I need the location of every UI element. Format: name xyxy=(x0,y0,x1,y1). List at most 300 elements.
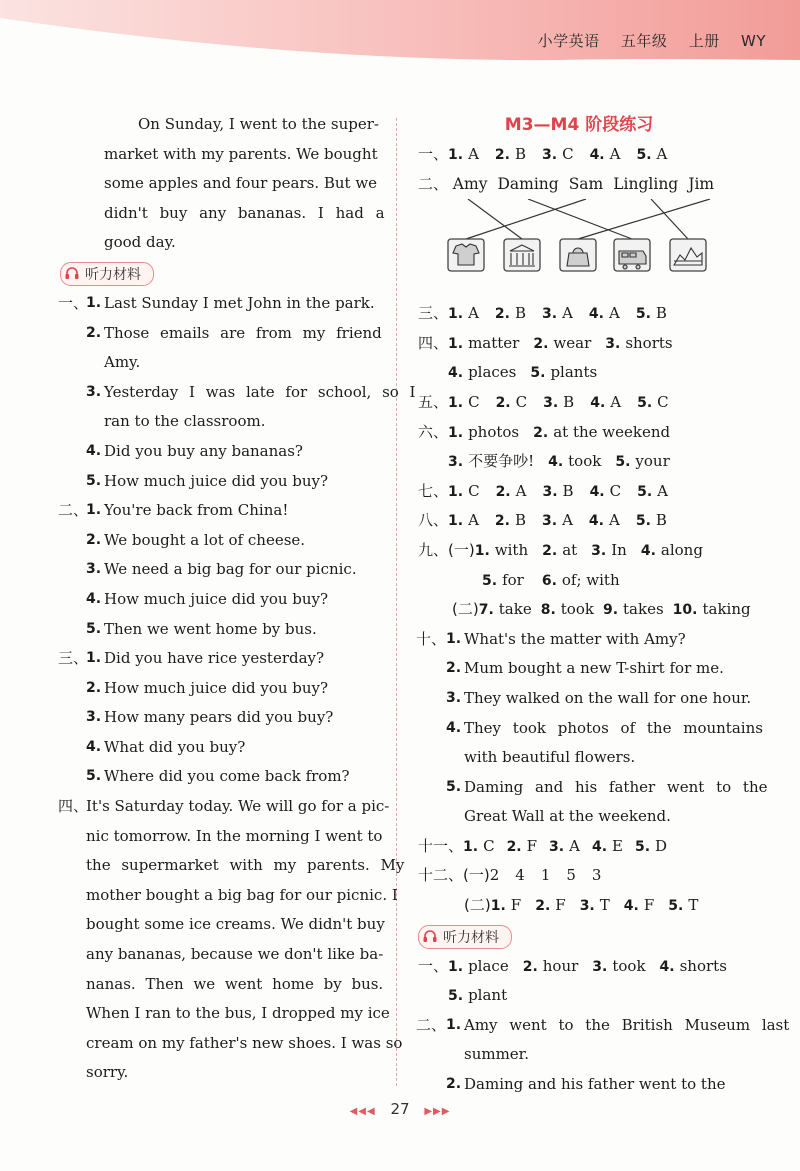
answer-item xyxy=(590,145,621,163)
item-line xyxy=(60,319,380,349)
headphones-icon xyxy=(65,267,79,280)
answer-number: 2. xyxy=(495,483,511,500)
answer-item xyxy=(496,482,527,500)
answer-number: 2. xyxy=(495,394,511,411)
answer-value: B xyxy=(514,145,527,163)
answer-item xyxy=(636,511,667,529)
great-wall-icon xyxy=(670,239,706,271)
answer-number: 1. xyxy=(448,306,464,323)
section-marker: 九、 xyxy=(418,540,449,559)
answer-item xyxy=(523,957,579,975)
answer-value: plants xyxy=(550,363,598,382)
answer-number: 4. xyxy=(623,898,639,915)
page-header xyxy=(0,0,800,70)
listening-answer-2 xyxy=(416,1011,790,1100)
item-line xyxy=(418,714,763,744)
answer-number: 2. xyxy=(494,513,510,530)
section-4-line: mother bought a big bag for our picnic. I xyxy=(86,885,398,904)
answer-item xyxy=(591,541,627,559)
item-text: They took photos of the mountains xyxy=(464,718,763,737)
answer-value: F xyxy=(555,896,566,915)
item-text: Daming and his father went to the xyxy=(464,777,768,796)
answer-line xyxy=(418,981,740,1011)
answer-value: plant xyxy=(468,986,508,1005)
item-number: 3. xyxy=(86,561,102,578)
item-line xyxy=(418,1070,740,1100)
answer-line xyxy=(418,566,740,596)
answer-value: A xyxy=(608,304,620,323)
answer-item xyxy=(637,393,669,411)
header-text xyxy=(522,30,766,51)
item-line xyxy=(60,348,380,378)
answer-value: A xyxy=(609,145,621,163)
passage-line-text: market with my parents. We bought xyxy=(104,144,378,163)
answer-item xyxy=(448,511,479,529)
section-marker: 一、 xyxy=(418,145,449,163)
answer-item xyxy=(495,145,526,163)
answer-value: of; with xyxy=(561,570,620,589)
item-line xyxy=(418,1011,790,1041)
order-number: 2 xyxy=(489,866,500,885)
part-label: (二) xyxy=(452,600,479,619)
answer-value: took xyxy=(612,956,646,975)
answer-item xyxy=(542,482,573,500)
matching-line xyxy=(466,199,586,239)
answer-item xyxy=(448,304,479,322)
answer-value: C xyxy=(515,392,528,411)
section-marker: 十一、 xyxy=(418,836,464,855)
item-text: Amy went to the British Museum last xyxy=(464,1015,790,1034)
answer-number: 1. xyxy=(463,838,479,855)
part-label: (一) xyxy=(463,866,490,885)
answer-number: 4. xyxy=(591,838,608,855)
answer-line xyxy=(418,418,740,448)
item-number: 1. xyxy=(86,502,102,519)
item-text: They walked on the wall for one hour. xyxy=(464,688,752,707)
item-text: Did you buy any bananas? xyxy=(104,441,303,460)
answer-item xyxy=(482,571,524,589)
answer-value: with xyxy=(494,540,529,559)
answer-value: your xyxy=(635,452,670,471)
answer-number: 4. xyxy=(589,483,605,500)
section-4-marker: 四、 xyxy=(58,797,89,816)
answer-item xyxy=(448,145,479,163)
matching-line xyxy=(578,199,710,239)
item-text: Yesterday I was late for school, so I xyxy=(104,382,416,401)
item-text: You're back from China! xyxy=(104,501,289,520)
answer-item xyxy=(635,837,667,855)
answer-section-12 xyxy=(418,861,740,920)
item-number: 1. xyxy=(446,630,462,647)
matching-name: Daming xyxy=(497,174,559,193)
answer-item xyxy=(592,957,645,975)
answer-value: shorts xyxy=(625,333,673,352)
item-number: 3. xyxy=(446,689,462,706)
answer-value: A xyxy=(468,145,479,163)
item-line xyxy=(418,773,768,803)
answer-item xyxy=(589,304,620,322)
answer-item xyxy=(542,541,577,559)
answer-number: 4. xyxy=(589,147,605,163)
answer-value: taking xyxy=(702,600,751,619)
answer-value: A xyxy=(468,511,479,530)
answer-number: 5. xyxy=(635,306,651,323)
answer-value: C xyxy=(468,392,480,411)
item-line xyxy=(60,407,380,437)
answer-value: matter xyxy=(468,333,520,352)
answer-number: 5. xyxy=(615,454,631,471)
item-line xyxy=(418,802,740,832)
matching-name: Amy xyxy=(452,174,488,193)
answer-value: A xyxy=(562,304,573,323)
section-marker: 二、 xyxy=(416,1015,447,1034)
matching-names xyxy=(453,175,724,193)
item-line xyxy=(418,684,752,714)
answer-value: B xyxy=(655,304,667,323)
matching-name: Sam xyxy=(568,174,604,193)
answer-number: 10. xyxy=(672,602,698,619)
item-text: Those emails are from my friend xyxy=(104,323,382,342)
item-line xyxy=(60,437,380,467)
answer-value: hour xyxy=(542,956,579,975)
answer-item xyxy=(533,423,670,441)
answer-value: F xyxy=(510,896,522,915)
listening-material-badge-right xyxy=(418,925,512,949)
listening-answer-1 xyxy=(418,952,740,1011)
answer-item xyxy=(507,837,537,855)
section-marker: 二、 xyxy=(58,501,89,520)
answer-value: B xyxy=(655,511,667,530)
answer-section-9 xyxy=(418,536,751,625)
matching-name: Lingling xyxy=(613,174,679,193)
item-text: Daming and his father went to the xyxy=(464,1075,726,1094)
answer-number: 4. xyxy=(590,394,606,411)
page-number: 27 xyxy=(390,1100,410,1118)
item-number: 1. xyxy=(446,1016,462,1033)
answer-number: 1. xyxy=(448,335,464,352)
item-number: 5. xyxy=(86,472,102,489)
listening-sections xyxy=(58,289,416,792)
section-4-line: cream on my father's new shoes. I was so xyxy=(86,1033,403,1052)
answer-number: 5. xyxy=(637,394,653,411)
section-4-line: bought some ice creams. We didn't buy xyxy=(86,915,385,934)
item-text: We need a big bag for our picnic. xyxy=(104,560,357,579)
left-column xyxy=(58,110,416,1088)
answer-item xyxy=(495,304,526,322)
answer-item xyxy=(495,511,526,529)
answer-value: C xyxy=(483,836,495,855)
answer-item xyxy=(605,334,672,352)
answer-line xyxy=(418,891,740,921)
item-number: 2. xyxy=(86,324,102,341)
answer-number: 3. xyxy=(605,335,621,352)
answer-value: In xyxy=(611,540,627,559)
answer-number: 5. xyxy=(636,147,652,163)
museum-icon xyxy=(504,239,540,271)
order-number: 5 xyxy=(566,866,576,885)
answer-item xyxy=(491,896,521,914)
item-text: How much juice did you buy? xyxy=(104,471,329,490)
answer-number: 2. xyxy=(542,542,558,559)
passage-line: On Sunday, I went to the super- xyxy=(138,115,379,133)
answer-number: 1. xyxy=(448,958,464,975)
section-marker: 七、 xyxy=(418,481,449,500)
item-text: summer. xyxy=(464,1045,529,1064)
item-line xyxy=(60,378,416,408)
bus-icon xyxy=(614,239,650,271)
answer-number: 2. xyxy=(494,147,510,163)
answer-line xyxy=(418,952,740,982)
answer-number: 8. xyxy=(540,602,556,619)
section-marker: 一、 xyxy=(58,293,89,312)
left-arrows-icon: ◀◀◀ xyxy=(349,1106,376,1117)
answer-item xyxy=(448,334,519,352)
item-text: Amy. xyxy=(104,353,141,372)
answer-item xyxy=(641,541,703,559)
item-text: Great Wall at the weekend. xyxy=(464,807,671,826)
listening-label: 听力材料 xyxy=(443,929,499,946)
matching-line xyxy=(468,199,522,239)
answer-value: places xyxy=(468,363,517,382)
answer-value: B xyxy=(514,511,527,530)
answer-item xyxy=(543,393,574,411)
answer-item xyxy=(448,423,519,441)
answer-number: 5. xyxy=(637,483,653,500)
answer-row-7 xyxy=(418,477,740,507)
item-line xyxy=(60,644,380,674)
section-marker: 四、 xyxy=(418,333,449,352)
answer-number: 2. xyxy=(535,898,551,915)
answer-item xyxy=(448,482,480,500)
passage xyxy=(60,110,385,258)
answer-item xyxy=(448,986,507,1004)
header-subject: 小学英语 xyxy=(537,32,600,50)
item-line xyxy=(60,555,380,585)
answer-number: 5. xyxy=(668,898,684,915)
answer-number: 3. xyxy=(448,454,464,471)
item-line xyxy=(418,743,740,773)
item-line xyxy=(60,526,380,556)
answer-value: F xyxy=(526,836,538,855)
section-marker: 三、 xyxy=(418,304,449,323)
answer-number: 1. xyxy=(448,394,464,411)
item-number: 5. xyxy=(446,778,462,795)
answer-item xyxy=(624,896,654,914)
answer-value: A xyxy=(656,145,668,163)
item-number: 3. xyxy=(86,709,102,726)
answer-row-2 xyxy=(418,170,740,200)
answer-value: C xyxy=(562,145,574,163)
item-line xyxy=(60,289,380,319)
answer-item xyxy=(548,452,601,470)
item-text: What's the matter with Amy? xyxy=(464,629,686,648)
answer-value: at the weekend xyxy=(553,422,671,441)
item-line xyxy=(60,467,380,497)
answer-number: 1. xyxy=(448,147,464,163)
item-text: Did you have rice yesterday? xyxy=(104,649,325,668)
answer-item xyxy=(496,393,528,411)
answer-row-1 xyxy=(418,140,740,170)
answer-value: B xyxy=(514,304,527,323)
answer-item xyxy=(530,363,597,381)
answer-number: 4. xyxy=(448,365,464,382)
section-4-line: nic tomorrow. In the morning I went to xyxy=(86,826,383,845)
answer-number: 3. xyxy=(542,513,558,530)
item-text: Last Sunday I met John in the park. xyxy=(104,293,375,312)
answer-item xyxy=(535,896,565,914)
answer-item xyxy=(448,363,516,381)
answer-number: 1. xyxy=(490,898,506,915)
header-edition: WY xyxy=(741,32,766,50)
answer-number: 3. xyxy=(591,542,607,559)
answer-number: 3. xyxy=(542,483,558,500)
answer-item xyxy=(542,145,574,163)
answer-value: for xyxy=(502,570,524,589)
answer-number: 5. xyxy=(635,513,651,530)
section-marker: 三、 xyxy=(58,649,89,668)
answer-value: B xyxy=(563,392,575,411)
answer-item xyxy=(542,304,573,322)
item-line xyxy=(60,733,380,763)
answer-value: along xyxy=(660,540,703,559)
answer-value: E xyxy=(612,836,623,855)
item-line xyxy=(60,703,380,733)
answer-row-8 xyxy=(418,506,740,536)
page-footer xyxy=(0,1100,800,1118)
item-text: Then we went home by bus. xyxy=(104,619,317,638)
order-number: 1 xyxy=(540,866,551,885)
answer-row-5 xyxy=(418,388,740,418)
matching-line xyxy=(651,199,688,239)
answer-number: 5. xyxy=(448,988,464,1005)
section-4 xyxy=(58,792,405,1088)
answer-line xyxy=(418,595,751,625)
answer-item xyxy=(636,304,667,322)
answer-value: A xyxy=(608,511,620,530)
answer-value: A xyxy=(569,836,580,855)
item-text: ran to the classroom. xyxy=(104,412,266,431)
answer-number: 3. xyxy=(592,958,608,975)
answer-line xyxy=(418,536,740,566)
answer-value: at xyxy=(562,540,578,559)
item-line xyxy=(60,762,380,792)
order-number: 4 xyxy=(515,866,525,885)
section-marker: 八、 xyxy=(418,511,449,530)
answer-section-10 xyxy=(416,625,768,832)
answer-item xyxy=(590,482,622,500)
matching-lines-svg xyxy=(418,199,740,299)
item-number: 4. xyxy=(86,738,102,755)
answer-item xyxy=(541,600,594,618)
section-marker: 五、 xyxy=(418,392,449,411)
item-line xyxy=(418,625,740,655)
listening-section xyxy=(58,289,416,496)
header-volume: 上册 xyxy=(688,32,720,50)
answer-number: 4. xyxy=(548,454,564,471)
answer-number: 4. xyxy=(659,958,675,975)
answer-item xyxy=(603,600,664,618)
answer-number: 1. xyxy=(448,424,464,441)
passage-line: some apples and four pears. But we xyxy=(104,174,378,193)
item-line xyxy=(60,496,380,526)
section-4-line: sorry. xyxy=(86,1063,129,1082)
section-marker: 一、 xyxy=(418,956,449,975)
passage-line: didn't buy any bananas. I had a xyxy=(104,203,385,222)
item-text: How many pears did you buy? xyxy=(104,708,334,727)
section-4-line: nanas. Then we went home by bus. xyxy=(86,974,384,993)
answer-number: 4. xyxy=(588,513,604,530)
answer-item xyxy=(580,896,610,914)
answer-number: 6. xyxy=(541,572,557,589)
headphones-icon xyxy=(423,930,437,943)
answer-item xyxy=(533,334,591,352)
section-title: M3—M4 阶段练习 xyxy=(504,115,654,135)
section-4-line: any bananas, because we don't like ba- xyxy=(86,945,384,964)
item-text: Mum bought a new T-shirt for me. xyxy=(464,659,724,678)
answer-value: C xyxy=(609,481,622,500)
header-grade: 五年级 xyxy=(620,32,668,50)
answer-item xyxy=(668,896,698,914)
answer-value: A xyxy=(562,511,573,530)
answer-value: B xyxy=(562,481,574,500)
answer-value: 不要争吵! xyxy=(468,452,535,471)
right-column xyxy=(416,110,790,1100)
answer-item xyxy=(637,482,668,500)
item-number: 4. xyxy=(446,719,462,736)
answer-number: 3. xyxy=(542,147,558,163)
matching-name: Jim xyxy=(688,174,715,193)
item-line xyxy=(60,615,380,645)
answer-item xyxy=(475,541,528,559)
section-marker: 六、 xyxy=(418,422,449,441)
answer-number: 3. xyxy=(549,838,565,855)
answer-line xyxy=(418,329,740,359)
section-4-line: It's Saturday today. We will go for a pic- xyxy=(86,797,390,816)
listening-material-badge xyxy=(60,262,154,286)
section-marker: 十、 xyxy=(416,629,447,648)
bag-icon xyxy=(560,239,596,271)
item-number: 2. xyxy=(446,660,462,677)
answer-number: 5. xyxy=(482,572,498,589)
part-label: (二) xyxy=(464,896,491,915)
answer-value: A xyxy=(610,392,622,411)
answer-number: 4. xyxy=(588,306,604,323)
answer-line xyxy=(418,447,740,477)
part-label: (一) xyxy=(448,540,475,559)
answer-value: wear xyxy=(553,333,592,352)
answer-item xyxy=(615,452,669,470)
passage-line: good day. xyxy=(104,233,176,252)
item-number: 2. xyxy=(446,1076,462,1093)
item-text: How much juice did you buy? xyxy=(104,589,329,608)
answer-value: takes xyxy=(623,600,664,619)
answer-item xyxy=(592,837,623,855)
answer-number: 3. xyxy=(542,306,558,323)
answer-section-4 xyxy=(418,329,740,388)
answer-number: 2. xyxy=(533,424,549,441)
answer-item xyxy=(448,957,509,975)
answer-number: 5. xyxy=(634,838,651,855)
answer-number: 2. xyxy=(506,838,522,855)
item-text: with beautiful flowers. xyxy=(464,748,636,767)
answer-item xyxy=(590,393,621,411)
column-divider xyxy=(396,118,397,1086)
item-number: 4. xyxy=(86,590,102,607)
listening-section xyxy=(60,644,380,792)
answer-number: 1. xyxy=(474,542,490,559)
answer-value: T xyxy=(688,896,699,915)
answer-value: D xyxy=(655,836,668,855)
